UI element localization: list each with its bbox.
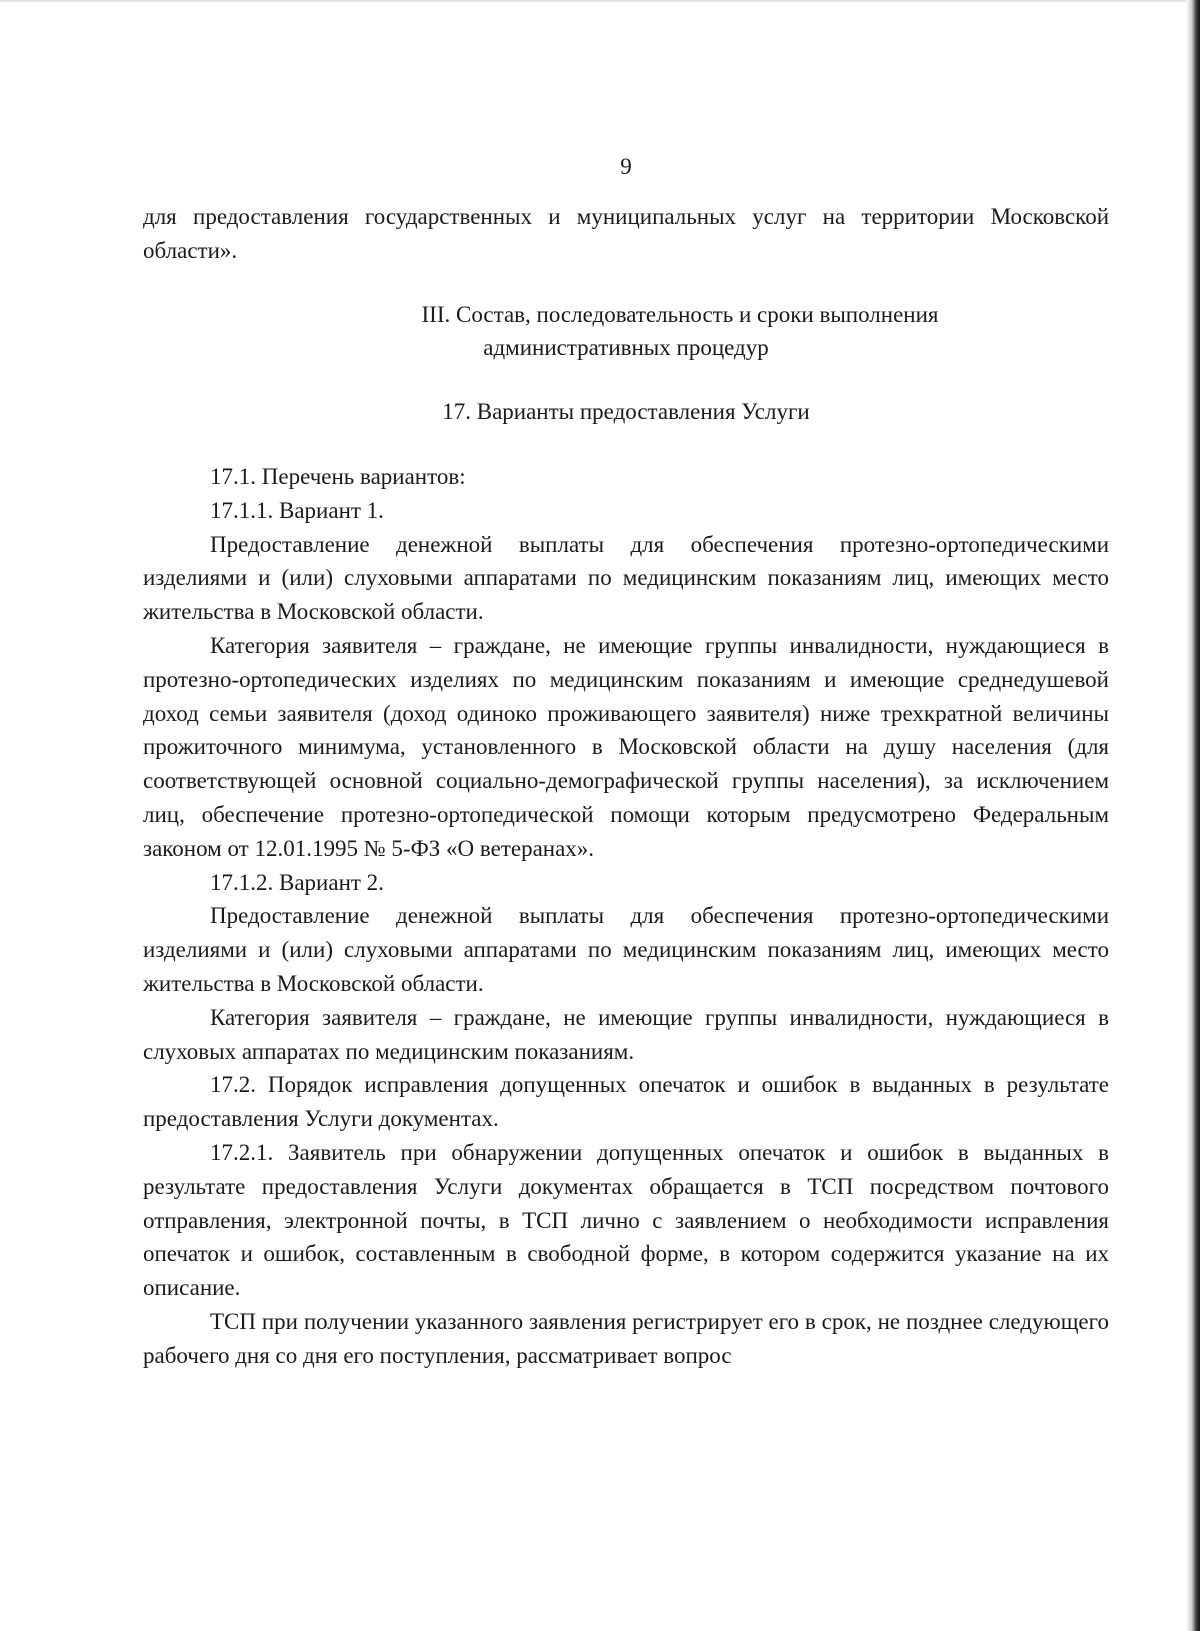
paragraph-variant-1-title: 17.1.1. Вариант 1.: [210, 497, 384, 523]
page-number: 9: [620, 154, 632, 179]
scan-edge-top: [0, 0, 1200, 3]
paragraph-variant-1-description: Предоставление денежной выплаты для обеспечения протезно-ортопедическими изделиями и (или) слуховыми аппаратами по медицинским показаниям лиц, имеющих место жительства в Московской области.: [143, 531, 1109, 625]
paragraph-variant-2-description: Предоставление денежной выплаты для обеспечения протезно-ортопедическими изделиями и (или) слуховыми аппаратами по медицинским показаниям лиц, имеющих место жительства в Московской области.: [143, 903, 1109, 996]
section-heading-line2: административных процедур: [483, 335, 769, 361]
intro-paragraph: для предоставления государственных и муниципальных услуг на территории Московской области».: [143, 204, 1109, 263]
paragraph-tsp-registration: ТСП при получении указанного заявления регистрирует его в срок, не позднее следующего рабочего дня со дня его поступления, рассматривает вопрос: [143, 1308, 1109, 1368]
paragraph-correction-procedure: 17.2. Порядок исправления допущенных опечаток и ошибок в выданных в результате предоставления Услуги документах.: [143, 1072, 1109, 1132]
paragraph-list-of-variants: 17.1. Перечень вариантов:: [210, 463, 466, 489]
paragraph-variant-2-title: 17.1.2. Вариант 2.: [210, 869, 384, 895]
paragraph-applicant-request: 17.2.1. Заявитель при обнаружении допущенных опечаток и ошибок в выданных в результате предоставления Услуги документах обращается в ТСП посредством почтового отправления, электронной почты, в ТСП лично с заявлением о необходимости исправления опечаток и ошибок, составленным в свободной форме, в котором содержится указание на их описание.: [143, 1139, 1109, 1301]
paragraph-variant-1-category: Категория заявителя – граждане, не имеющие группы инвалидности, нуждающиеся в протезно-ортопедических изделиях по медицинским показаниям и имеющие среднедушевой доход семьи заявителя (доход одиноко проживающего заявителя) ниже трехкратной величины прожиточного минимума, установленного в Московской области на душу населения (для соответствующей основной социально-демографической группы населения), за исключением лиц, обеспечение протезно-ортопедической помощи которым предусмотрено Федеральным законом от 12.01.1995 № 5-ФЗ «О ветеранах».: [143, 632, 1109, 861]
scan-edge-right: [1186, 0, 1200, 1631]
section-heading: [143, 298, 1109, 366]
paragraph-variant-2-category: Категория заявителя – граждане, не имеющие группы инвалидности, нуждающиеся в слуховых аппаратах по медицинским показаниям.: [143, 1004, 1109, 1064]
subsection-heading: 17. Варианты предоставления Услуги: [442, 399, 810, 425]
section-heading-line1: III. Состав, последовательность и сроки выполнения: [421, 301, 939, 327]
document-body: [143, 150, 1109, 1373]
